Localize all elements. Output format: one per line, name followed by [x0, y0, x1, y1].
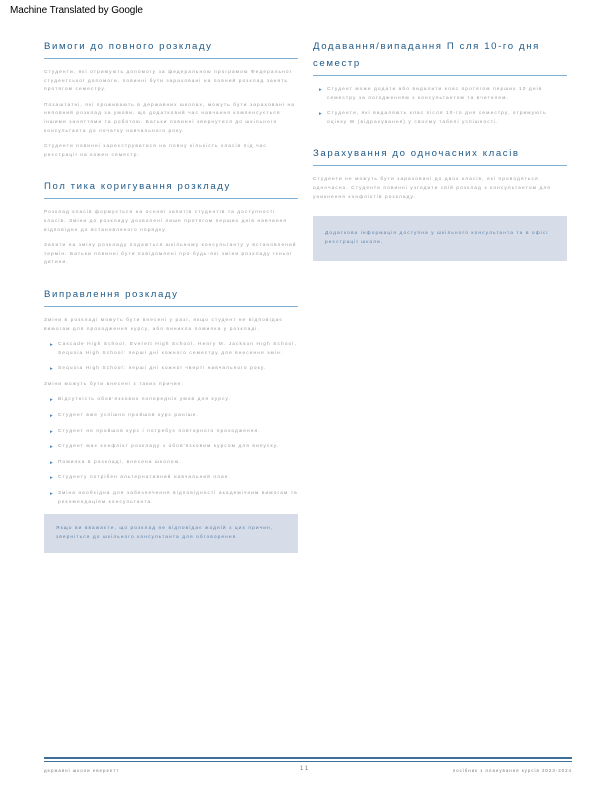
- enrollment-callout: Додаткова інформація доступна у шкільного консультанта та в офісі реєстрації школи.: [313, 216, 567, 261]
- bullet-icon: ▸: [319, 111, 323, 118]
- full-schedule-section: [44, 38, 298, 160]
- bullet-icon: ▸: [50, 413, 54, 420]
- add-drop-section: [313, 38, 567, 127]
- bullet-icon: ▸: [50, 342, 54, 349]
- bullet-icon: ▸: [50, 397, 54, 404]
- list-item: ▸ Sequoia High School: перші дні кожної чверті навчального року.: [50, 366, 267, 373]
- list-item: ▸ Студент не пройшов курс і потребує повторного проходження.: [50, 428, 261, 435]
- bullet-icon: ▸: [50, 444, 54, 451]
- schools-list: [44, 341, 298, 374]
- section-heading: Вимоги до повного розкладу: [44, 38, 298, 59]
- list-item: ▸ Студенту потрібен альтернативний навчальний план.: [50, 475, 231, 482]
- correction-callout: Якщо ви вважаєте, що розклад не відповідає жодній з цих причин, зверніться до шкільного консультанта для обговорення.: [44, 514, 298, 553]
- bullet-icon: ▸: [319, 87, 323, 93]
- schedule-correction-section: [44, 286, 298, 554]
- left-column: [44, 38, 298, 571]
- footer-left-text: державні школи евереетт: [44, 768, 120, 773]
- paragraph: Запити на зміну розкладу подаються шкільному консультанту у встановлений термін. Батьки повинні бути повідомлені про будь-які зміни розкладу їхньої дитини.: [44, 243, 297, 266]
- paragraph: Студенти, які отримують допомогу за федеральною програмою Федеральної студентської допомоги, повинні бути зараховані на повний розклад занять протягом семестру.: [44, 70, 293, 93]
- add-drop-list: [313, 86, 567, 127]
- list-item: ▸ Помилка в розкладі, внесена школою.: [50, 459, 182, 466]
- paragraph: Позаштатні, які проживають в державних школах, можуть бути зараховані на неповний розклад за умови, що додатковий час навчання компенсується іншими заняттями та роботою. Батьки повинні звернутися до шкільного консультанта до початку навчального року.: [44, 102, 295, 134]
- bullet-icon: ▸: [50, 428, 54, 435]
- bullet-icon: ▸: [50, 491, 54, 498]
- footer-divider: [44, 757, 572, 762]
- list-item: ▸ Студент може додати або видалити клас протягом перших 10 днів семестру за погодженням з консультантом та вчителем.: [319, 87, 543, 101]
- footer-right-text: посібник з планування курсів 2023-2024: [452, 768, 572, 773]
- list-item: ▸ Cascade High School, Everett High School, Henry M. Jackson High School, Sequoia High School: перші дні кожного семестру для внесення змін.: [50, 342, 297, 356]
- paragraph: Студенти не можуть бути зараховані до двох класів, які проводяться одночасно. Студенти повинні узгодити свій розклад з консультантом для уникнення конфліктів розкладу.: [313, 177, 551, 200]
- list-item: ▸ Зміна необхідна для забезпечення відповідності академічним вимогам та рекомендаціям консультанта.: [50, 491, 298, 505]
- paragraph: Зміни можуть бути внесені з таких причин:: [44, 381, 184, 387]
- paragraph: Зміни в розкладі можуть бути внесені у разі, якщо студент не відповідає вимогам для проходження курсу, або виникла помилка у розкладі.: [44, 317, 283, 332]
- list-item: ▸ Відсутність обов'язкових попередніх умов для курсу.: [50, 397, 231, 404]
- bullet-icon: ▸: [50, 366, 54, 373]
- schedule-policy-section: [44, 178, 298, 268]
- section-heading: Виправлення розкладу: [44, 286, 298, 307]
- right-column: [313, 38, 567, 279]
- paragraph: Студенти повинні зареєструватися на повну кількість класів під час реєстрації на кожен семестр.: [44, 144, 267, 158]
- section-heading: Додавання/випадання П сля 10-го дня семестр: [313, 38, 567, 76]
- page-number: 11: [300, 766, 311, 772]
- section-heading: Пол тика коригування розкладу: [44, 178, 298, 199]
- bullet-icon: ▸: [50, 459, 54, 466]
- machine-translation-banner: Machine Translated by Google: [10, 5, 143, 16]
- list-item: ▸ Студент вже успішно пройшов курс раніше.: [50, 413, 200, 420]
- paragraph: Розклад класів формується на основі запитів студентів та доступності класів. Зміни до розкладу дозволені лише протягом перших днів навчання відповідно до встановленого порядку.: [44, 210, 288, 233]
- section-heading: Зарахування до одночасних класів: [313, 145, 567, 166]
- list-item: ▸ Студенти, які видаляють клас після 10-го дня семестру, отримують оцінку W (відрахування) у своєму табелі успішності.: [319, 111, 547, 125]
- concurrent-enrollment-section: [313, 145, 567, 261]
- list-item: ▸ Студент має конфлікт розкладу з обов'язковим курсом для випуску.: [50, 444, 280, 451]
- reasons-list: [44, 396, 298, 507]
- bullet-icon: ▸: [50, 475, 54, 482]
